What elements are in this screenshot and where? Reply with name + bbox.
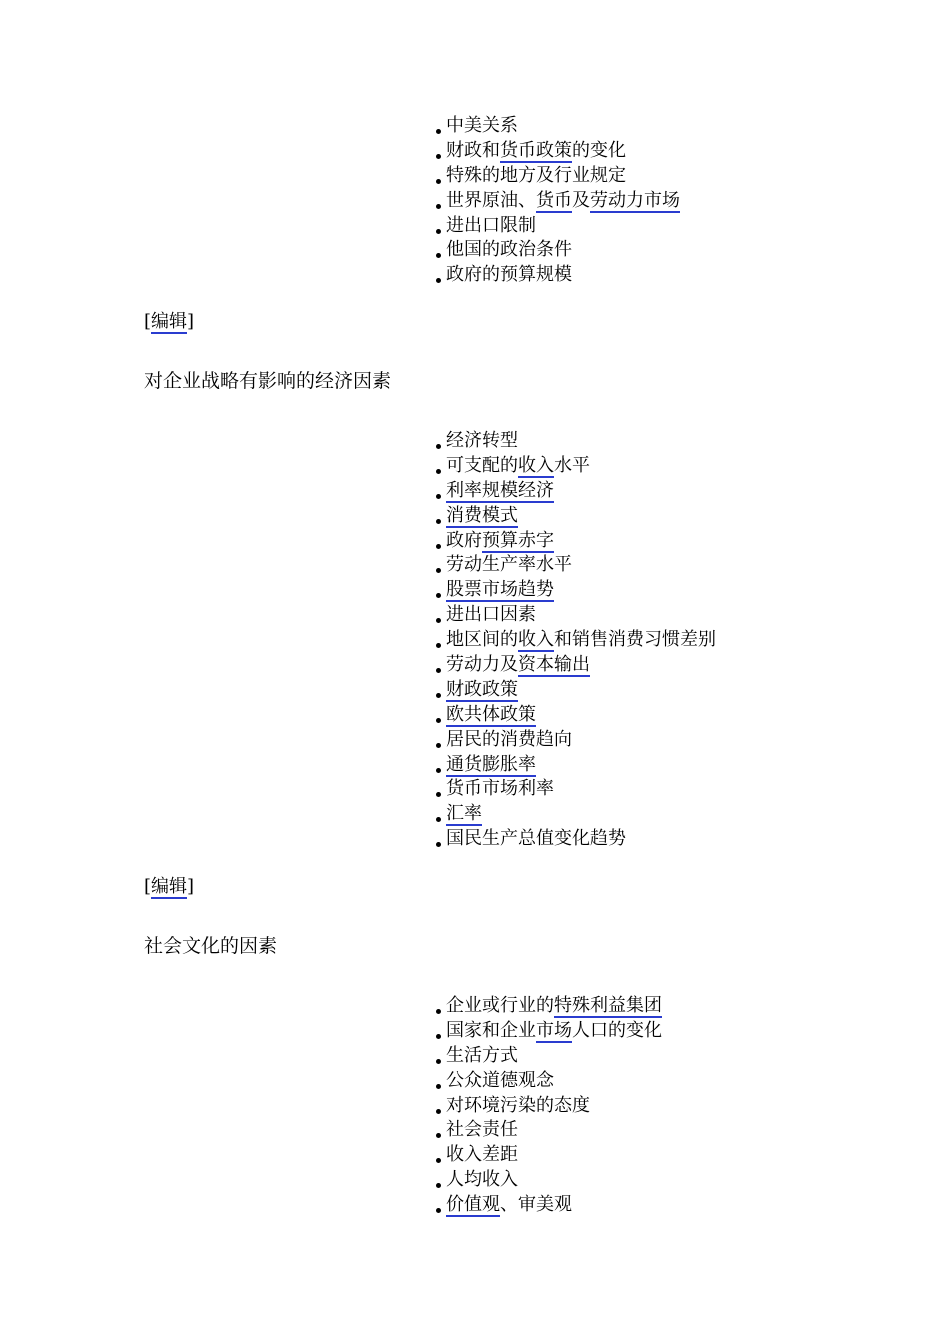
- item-text: 人口的变化: [572, 1019, 662, 1041]
- list-item: [436, 454, 716, 479]
- section-heading-economic: 对企业战略有影响的经济因素: [144, 370, 392, 392]
- item-text: 进出口限制: [446, 214, 536, 236]
- item-link[interactable]: 收入: [518, 629, 554, 651]
- list-item: [436, 777, 716, 802]
- item-link[interactable]: 利率规模经济: [446, 479, 554, 501]
- item-text: 他国的政治条件: [446, 239, 572, 261]
- list-item: [436, 1069, 662, 1094]
- edit-bracket-close: ]: [187, 311, 195, 332]
- item-text: 财政和: [446, 139, 500, 161]
- item-link[interactable]: 预算赤字: [482, 529, 554, 551]
- list-item: [436, 1118, 662, 1143]
- item-link[interactable]: 汇率: [446, 803, 482, 825]
- list-item: [436, 1193, 662, 1218]
- item-link[interactable]: 价值观: [446, 1194, 500, 1216]
- list-item: [436, 827, 716, 852]
- item-link[interactable]: 货币政策: [500, 139, 572, 161]
- list-item: [436, 1094, 662, 1119]
- item-text: 劳动生产率水平: [446, 554, 572, 576]
- list-item: [436, 429, 716, 454]
- list-item: [436, 678, 716, 703]
- item-text: 货币市场利率: [446, 778, 554, 800]
- item-link[interactable]: 财政政策: [446, 678, 518, 700]
- item-link[interactable]: 股票市场趋势: [446, 579, 554, 601]
- edit-bracket-open: [: [144, 311, 152, 332]
- item-text: 劳动力及: [446, 654, 518, 676]
- list-item: [436, 1143, 662, 1168]
- item-text: 对环境污染的态度: [446, 1094, 590, 1116]
- economic-factors-list: [436, 429, 716, 852]
- list-item: [436, 479, 716, 504]
- list-item: [436, 114, 680, 139]
- list-item: [436, 753, 716, 778]
- item-text: 的变化: [572, 139, 626, 161]
- item-text: 人均收入: [446, 1169, 518, 1191]
- edit-link-1: [144, 310, 194, 334]
- list-item: [436, 653, 716, 678]
- item-text: 可支配的: [446, 454, 518, 476]
- list-item: [436, 553, 716, 578]
- item-text: 企业或行业的: [446, 995, 554, 1016]
- list-item: [436, 164, 680, 189]
- list-item: [436, 504, 716, 529]
- edit-link-2: [144, 875, 194, 899]
- item-link[interactable]: 欧共体政策: [446, 703, 536, 725]
- edit-link[interactable]: 编辑: [151, 311, 188, 332]
- list-item: [436, 1168, 662, 1193]
- item-text: 、审美观: [500, 1194, 572, 1216]
- list-item: [436, 1019, 662, 1044]
- list-item: [436, 263, 680, 288]
- list-item: [436, 189, 680, 214]
- edit-bracket-close: ]: [187, 876, 195, 897]
- item-link[interactable]: 资本输出: [518, 654, 590, 676]
- item-link[interactable]: 市场: [536, 1019, 572, 1041]
- item-text: 及: [572, 189, 590, 211]
- list-item: [436, 578, 716, 603]
- list-item: [436, 529, 716, 554]
- list-item: [436, 703, 716, 728]
- item-link[interactable]: 消费模式: [446, 504, 518, 526]
- list-item: [436, 238, 680, 263]
- item-text: 世界原油、: [446, 189, 536, 211]
- item-text: 政府的预算规模: [446, 264, 572, 286]
- list-item: [436, 728, 716, 753]
- section-heading-social: 社会文化的因素: [144, 935, 278, 957]
- item-text: 水平: [554, 454, 590, 476]
- item-text: 经济转型: [446, 430, 518, 451]
- list-item: [436, 139, 680, 164]
- item-text: 社会责任: [446, 1119, 518, 1141]
- edit-link[interactable]: 编辑: [151, 876, 188, 897]
- item-text: 和销售消费习惯差别: [554, 629, 716, 651]
- item-text: 地区间的: [446, 629, 518, 651]
- item-text: 居民的消费趋向: [446, 728, 572, 750]
- item-text: 生活方式: [446, 1044, 518, 1066]
- edit-bracket-open: [: [144, 876, 152, 897]
- political-factors-list: [436, 114, 680, 288]
- item-text: 特殊的地方及行业规定: [446, 164, 626, 186]
- item-link[interactable]: 通货膨胀率: [446, 753, 536, 775]
- list-item: [436, 603, 716, 628]
- item-text: 中美关系: [446, 115, 518, 136]
- item-text: 国民生产总值变化趋势: [446, 828, 626, 850]
- item-link[interactable]: 特殊利益集团: [554, 995, 662, 1016]
- social-factors-list: [436, 994, 662, 1218]
- item-text: 政府: [446, 529, 482, 551]
- item-link[interactable]: 收入: [518, 454, 554, 476]
- list-item: [436, 994, 662, 1019]
- list-item: [436, 628, 716, 653]
- item-text: 公众道德观念: [446, 1069, 554, 1091]
- item-text: 收入差距: [446, 1144, 518, 1166]
- list-item: [436, 802, 716, 827]
- item-text: 进出口因素: [446, 604, 536, 626]
- item-link[interactable]: 货币: [536, 189, 572, 211]
- item-text: 国家和企业: [446, 1019, 536, 1041]
- list-item: [436, 1044, 662, 1069]
- item-link[interactable]: 劳动力市场: [590, 189, 680, 211]
- list-item: [436, 214, 680, 239]
